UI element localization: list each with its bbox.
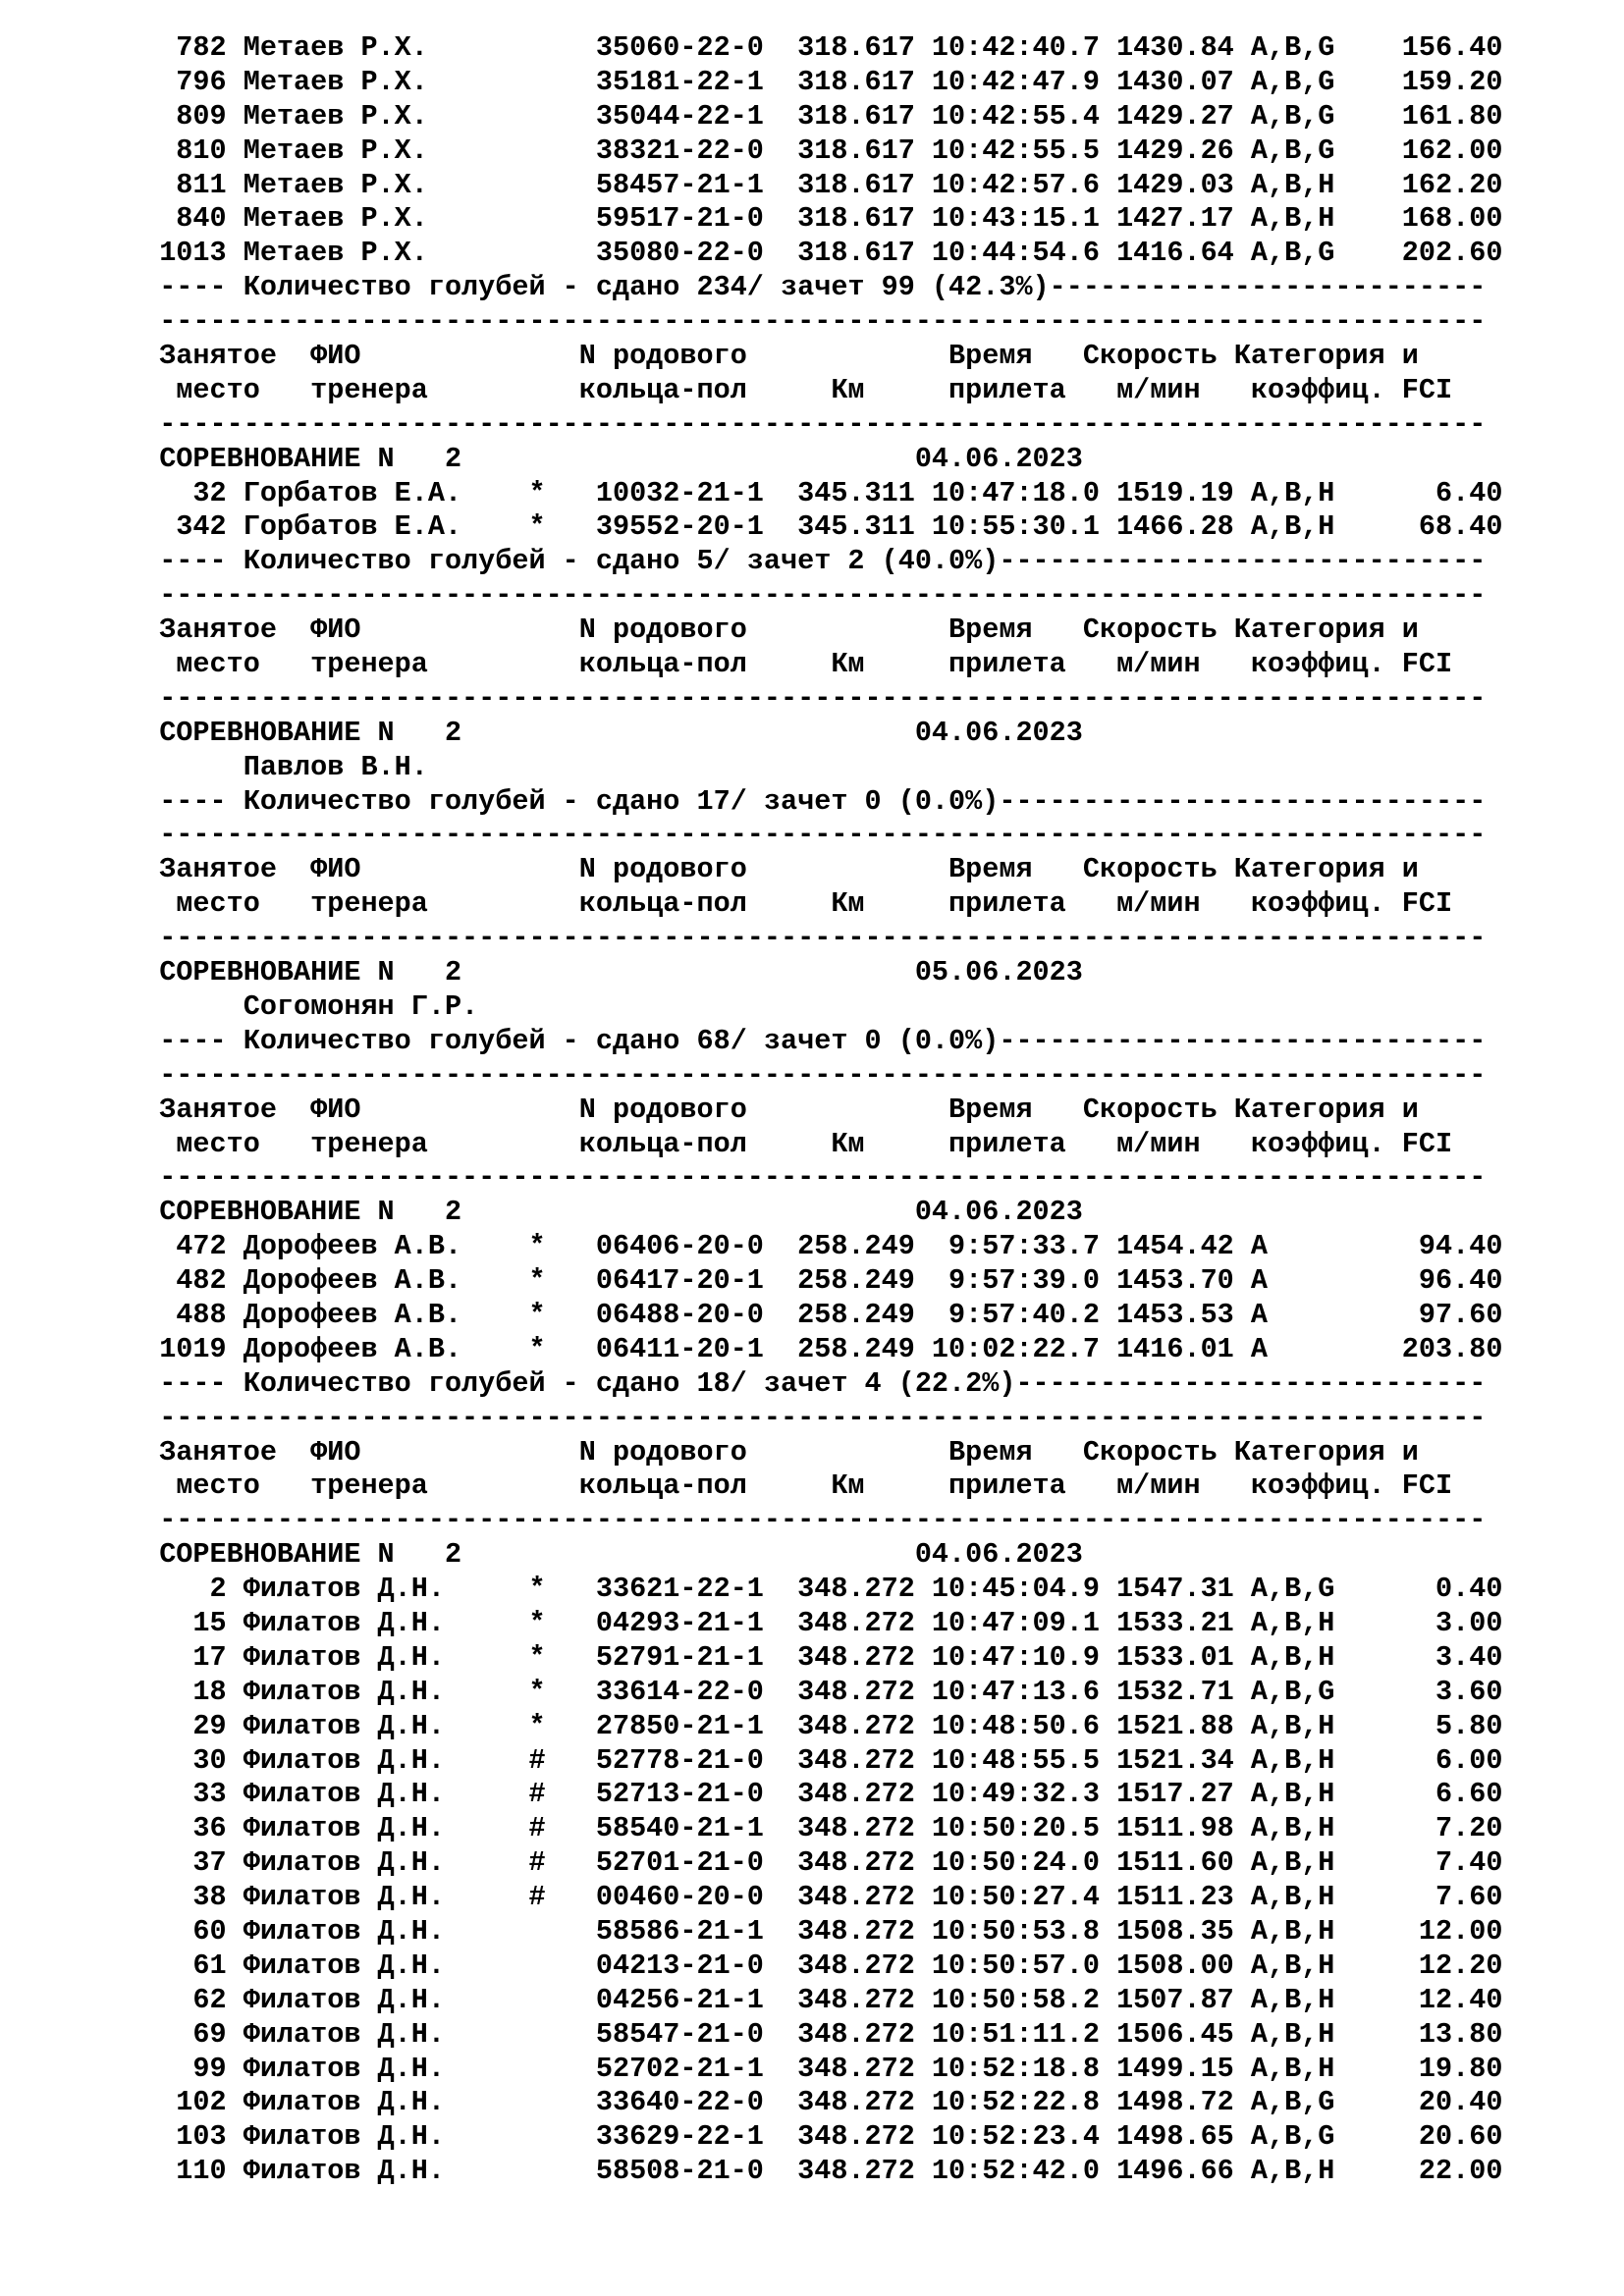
report-line: ------------------------------------------------------------------------------- — [126, 681, 1487, 715]
report-line: СОРЕВНОВАНИЕ N 2 04.06.2023 — [126, 1196, 1083, 1229]
report-line: 811 Метаев Р.Х. 58457-21-1 318.617 10:42:57.6 1429.03 A,B,H 162.20 — [126, 168, 1503, 201]
report-line: место тренера кольца-пол Км прилета м/мин коэффиц. FCI — [126, 887, 1453, 921]
report-line: Занятое ФИО N родового Время Скорость Категория и — [126, 614, 1419, 647]
report-line: 488 Дорофеев А.В. * 06488-20-0 258.249 9:57:40.2 1453.53 A 97.60 — [126, 1298, 1503, 1331]
report-line: Павлов В.Н. — [126, 750, 428, 783]
report-line: ---- Количество голубей - сдано 68/ зачет 0 (0.0%)----------------------------- — [126, 1024, 1487, 1057]
report-line: ------------------------------------------------------------------------------- — [126, 1058, 1487, 1092]
report-line: 472 Дорофеев А.В. * 06406-20-0 258.249 9:57:33.7 1454.42 A 94.40 — [126, 1230, 1503, 1263]
report-line: ---- Количество голубей - сдано 17/ зачет 0 (0.0%)----------------------------- — [126, 784, 1487, 818]
report-line: место тренера кольца-пол Км прилета м/мин коэффиц. FCI — [126, 1127, 1453, 1160]
report-line: 1013 Метаев Р.Х. 35080-22-0 318.617 10:44:54.6 1416.64 A,B,G 202.60 — [126, 237, 1503, 270]
report-line: 37 Филатов Д.Н. # 52701-21-0 348.272 10:50:24.0 1511.60 A,B,H 7.40 — [126, 1846, 1503, 1880]
report-line: ------------------------------------------------------------------------------- — [126, 1401, 1487, 1434]
report-line: СОРЕВНОВАНИЕ N 2 05.06.2023 — [126, 956, 1083, 989]
report-line: 69 Филатов Д.Н. 58547-21-0 348.272 10:51:11.2 1506.45 A,B,H 13.80 — [126, 2017, 1503, 2051]
report-line: ------------------------------------------------------------------------------- — [126, 407, 1487, 441]
report-line: 62 Филатов Д.Н. 04256-21-1 348.272 10:50:58.2 1507.87 A,B,H 12.40 — [126, 1983, 1503, 2016]
report-line: ------------------------------------------------------------------------------- — [126, 922, 1487, 955]
report-line: ------------------------------------------------------------------------------- — [126, 1161, 1487, 1195]
report-line: Занятое ФИО N родового Время Скорость Категория и — [126, 340, 1419, 373]
report-line: 810 Метаев Р.Х. 38321-22-0 318.617 10:42:55.5 1429.26 A,B,G 162.00 — [126, 133, 1503, 167]
race-results-report — [126, 31, 1502, 2189]
report-line: СОРЕВНОВАНИЕ N 2 04.06.2023 — [126, 442, 1083, 475]
report-line: 782 Метаев Р.Х. 35060-22-0 318.617 10:42:40.7 1430.84 A,B,G 156.40 — [126, 31, 1503, 64]
report-line: 33 Филатов Д.Н. # 52713-21-0 348.272 10:49:32.3 1517.27 A,B,H 6.60 — [126, 1778, 1503, 1811]
report-line: ---- Количество голубей - сдано 5/ зачет 2 (40.0%)----------------------------- — [126, 545, 1487, 578]
report-line: 110 Филатов Д.Н. 58508-21-0 348.272 10:52:42.0 1496.66 A,B,H 22.00 — [126, 2155, 1503, 2188]
report-line: 1019 Дорофеев А.В. * 06411-20-1 258.249 10:02:22.7 1416.01 A 203.80 — [126, 1332, 1503, 1365]
report-line: ------------------------------------------------------------------------------- — [126, 579, 1487, 613]
report-line: СОРЕВНОВАНИЕ N 2 04.06.2023 — [126, 1538, 1083, 1572]
report-line: 99 Филатов Д.Н. 52702-21-1 348.272 10:52:18.8 1499.15 A,B,H 19.80 — [126, 2052, 1503, 2085]
report-line: 29 Филатов Д.Н. * 27850-21-1 348.272 10:48:50.6 1521.88 A,B,H 5.80 — [126, 1709, 1503, 1742]
report-line: 38 Филатов Д.Н. # 00460-20-0 348.272 10:50:27.4 1511.23 A,B,H 7.60 — [126, 1881, 1503, 1914]
report-line: ---- Количество голубей - сдано 18/ зачет 4 (22.2%)---------------------------- — [126, 1366, 1487, 1400]
report-line: 342 Горбатов Е.А. * 39552-20-1 345.311 10:55:30.1 1466.28 A,B,H 68.40 — [126, 510, 1503, 544]
report-line: ------------------------------------------------------------------------------- — [126, 1504, 1487, 1537]
report-line: 60 Филатов Д.Н. 58586-21-1 348.272 10:50:53.8 1508.35 A,B,H 12.00 — [126, 1914, 1503, 1948]
report-line: ---- Количество голубей - сдано 234/ зачет 99 (42.3%)-------------------------- — [126, 271, 1487, 304]
report-line: место тренера кольца-пол Км прилета м/мин коэффиц. FCI — [126, 373, 1453, 406]
report-line: 103 Филатов Д.Н. 33629-22-1 348.272 10:52:23.4 1498.65 A,B,G 20.60 — [126, 2120, 1503, 2154]
report-line: место тренера кольца-пол Км прилета м/мин коэффиц. FCI — [126, 648, 1453, 681]
report-line: 17 Филатов Д.Н. * 52791-21-1 348.272 10:47:10.9 1533.01 A,B,H 3.40 — [126, 1640, 1503, 1674]
report-line: 32 Горбатов Е.А. * 10032-21-1 345.311 10:47:18.0 1519.19 A,B,H 6.40 — [126, 476, 1503, 509]
report-line: Согомонян Г.Р. — [126, 989, 479, 1023]
report-line: 36 Филатов Д.Н. # 58540-21-1 348.272 10:50:20.5 1511.98 A,B,H 7.20 — [126, 1812, 1503, 1845]
report-line: Занятое ФИО N родового Время Скорость Категория и — [126, 1435, 1419, 1468]
report-line: 18 Филатов Д.Н. * 33614-22-0 348.272 10:47:13.6 1532.71 A,B,G 3.60 — [126, 1675, 1503, 1708]
report-line: 2 Филатов Д.Н. * 33621-22-1 348.272 10:45:04.9 1547.31 A,B,G 0.40 — [126, 1573, 1503, 1606]
report-line: Занятое ФИО N родового Время Скорость Категория и — [126, 853, 1419, 886]
report-line: 61 Филатов Д.Н. 04213-21-0 348.272 10:50:57.0 1508.00 A,B,H 12.20 — [126, 1949, 1503, 1982]
report-line: 809 Метаев Р.Х. 35044-22-1 318.617 10:42:55.4 1429.27 A,B,G 161.80 — [126, 99, 1503, 133]
report-line: Занятое ФИО N родового Время Скорость Категория и — [126, 1093, 1419, 1126]
report-line: 30 Филатов Д.Н. # 52778-21-0 348.272 10:48:55.5 1521.34 A,B,H 6.00 — [126, 1743, 1503, 1777]
report-line: 482 Дорофеев А.В. * 06417-20-1 258.249 9:57:39.0 1453.70 A 96.40 — [126, 1264, 1503, 1298]
report-line: СОРЕВНОВАНИЕ N 2 04.06.2023 — [126, 716, 1083, 749]
report-line: ------------------------------------------------------------------------------- — [126, 819, 1487, 852]
report-line: место тренера кольца-пол Км прилета м/мин коэффиц. FCI — [126, 1469, 1453, 1503]
report-line: ------------------------------------------------------------------------------- — [126, 305, 1487, 339]
report-line: 15 Филатов Д.Н. * 04293-21-1 348.272 10:47:09.1 1533.21 A,B,H 3.00 — [126, 1606, 1503, 1639]
report-line: 796 Метаев Р.Х. 35181-22-1 318.617 10:42:47.9 1430.07 A,B,G 159.20 — [126, 65, 1503, 98]
report-line: 102 Филатов Д.Н. 33640-22-0 348.272 10:52:22.8 1498.72 A,B,G 20.40 — [126, 2086, 1503, 2119]
report-line: 840 Метаев Р.Х. 59517-21-0 318.617 10:43:15.1 1427.17 A,B,H 168.00 — [126, 202, 1503, 236]
